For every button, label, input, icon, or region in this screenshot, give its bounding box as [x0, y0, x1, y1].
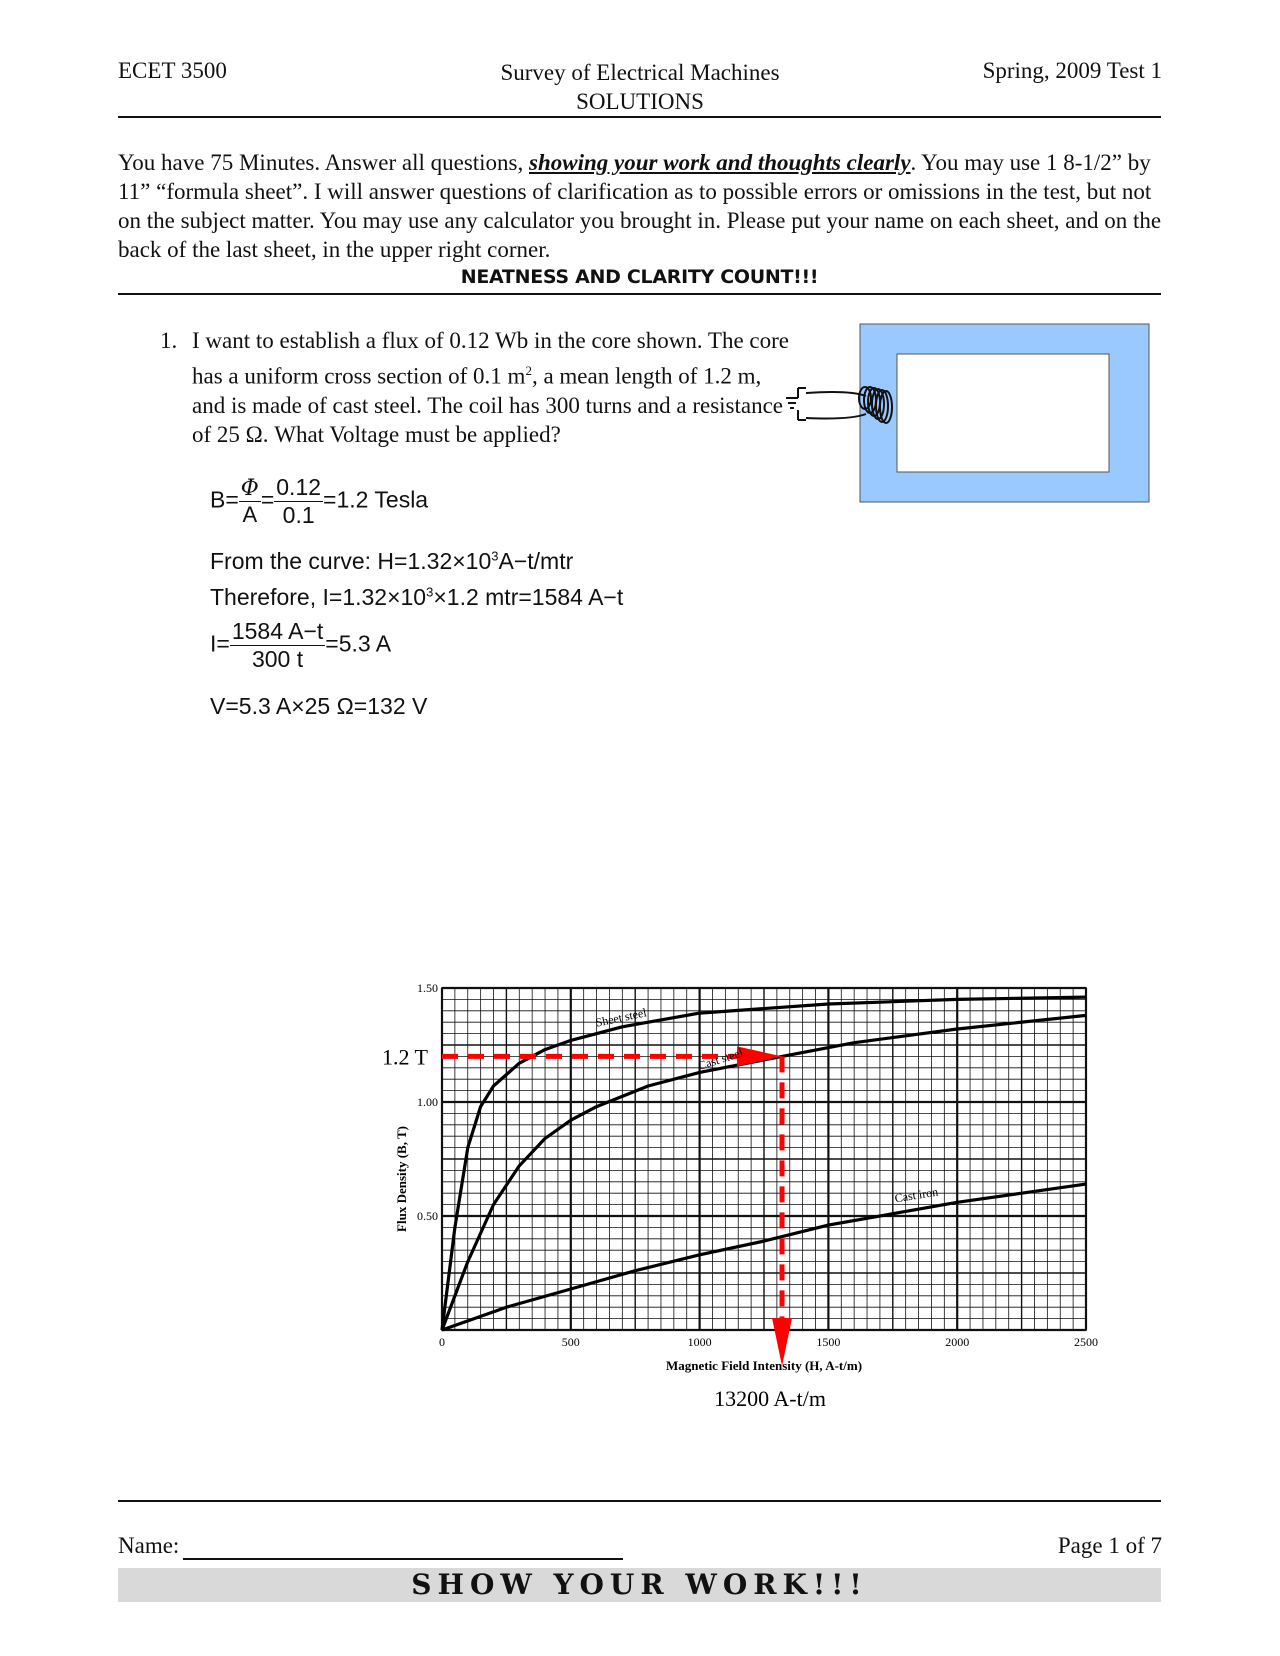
eq4-den: 300 t	[251, 646, 304, 672]
eq4-num: 1584 A−t	[231, 618, 324, 644]
eq3-sup: 3	[426, 584, 434, 600]
eq2-sup: 3	[491, 548, 499, 564]
equation-mmf	[210, 584, 623, 611]
equation-voltage: V=5.3 A×25 Ω=132 V	[210, 693, 428, 719]
eq3-a: Therefore, I=1.32×10	[210, 584, 427, 610]
eq1-num: 0.12	[276, 474, 322, 500]
name-line[interactable]	[183, 1558, 623, 1560]
question-text-b: , a mean length of 1.2 m, and is made of cast steel. The coil has 300 turns and a resistance of 25 Ω. What Voltage must be applied?	[192, 363, 784, 448]
x-tick-label: 500	[561, 1335, 580, 1349]
eq1-rhs: =1.2 Tesla	[323, 486, 429, 513]
page-number: Page 1 of 7	[1057, 1533, 1162, 1558]
core-diagram	[780, 318, 1160, 508]
x-tick-label: 2000	[945, 1335, 970, 1349]
eq1-fraction-values	[274, 474, 323, 529]
name-label: Name:	[118, 1533, 180, 1558]
equation-current	[210, 618, 391, 673]
bh-curve-chart	[380, 980, 1160, 1450]
eq1-area: A	[242, 501, 258, 527]
h-annotation-label: 13200 A-t/m	[714, 1386, 826, 1411]
eq3-b: ×1.2 mtr=1584 A−t	[433, 584, 624, 610]
instructions	[118, 148, 1168, 264]
eq2-a: From the curve: H=1.32×10	[210, 548, 492, 574]
eq4-lhs: I=	[210, 630, 230, 657]
instructions-emphasis: showing your work and thoughts clearly	[529, 150, 911, 175]
y-tick-label: 1.00	[417, 1095, 438, 1109]
series-label-sheet-steel: Sheet steel	[594, 1005, 648, 1030]
x-axis-label: Magnetic Field Intensity (H, A-t/m)	[665, 1358, 863, 1373]
instructions-part2: . You may use 1 8-1/2” by 11” “formula sheet”. I will answer questions of clarification as to possible errors or omissions in the test, but not on the subject matter. You may use any calculator you brought in. Please put your name on each sheet, and on the back of the last sheet, in the upper right corner.	[118, 150, 1162, 262]
y-tick-label: 1.50	[417, 981, 438, 995]
show-your-work-banner: SHOW YOUR WORK!!!	[411, 1568, 868, 1601]
y-axis-label: Flux Density (B, T)	[394, 1126, 409, 1232]
header-rule	[118, 116, 1161, 118]
series-label-cast-steel: Cast steel	[696, 1045, 745, 1073]
equation-flux-density	[210, 474, 428, 529]
core-window	[897, 354, 1109, 472]
instructions-rule	[118, 293, 1161, 295]
term-label: Spring, 2009 Test 1	[982, 58, 1162, 83]
series-label-cast-iron: Cast iron	[893, 1184, 939, 1206]
eq4-rhs: =5.3 A	[325, 630, 392, 657]
document-title	[400, 58, 880, 116]
eq1-equals: =	[260, 486, 275, 513]
eq4-fraction	[230, 618, 325, 673]
question-sup: 2	[525, 362, 532, 378]
x-tick-label: 1000	[687, 1335, 712, 1349]
x-tick-label: 0	[439, 1335, 445, 1349]
question-text	[192, 326, 797, 450]
title-line: Survey of Electrical Machines	[500, 60, 780, 85]
chart-grid	[442, 988, 1086, 1330]
neatness-note: NEATNESS AND CLARITY COUNT!!!	[460, 266, 819, 288]
footer-rule	[118, 1500, 1161, 1502]
x-tick-label: 1500	[816, 1335, 841, 1349]
eq1-phi: Φ	[240, 475, 259, 501]
question-text-a: I want to establish a flux of 0.12 Wb in the core shown. The core has a uniform cross section of 0.1 m	[192, 328, 790, 389]
x-tick-label: 2500	[1074, 1335, 1098, 1349]
y-tick-label: 0.50	[417, 1209, 438, 1223]
course-code: ECET 3500	[118, 58, 227, 83]
eq1-lhs: B=	[210, 486, 239, 513]
eq1-fraction-phi	[239, 476, 261, 528]
equation-field-intensity	[210, 548, 573, 575]
b-annotation-label: 1.2 T	[381, 1044, 428, 1070]
subtitle-line: SOLUTIONS	[576, 89, 704, 114]
question-number: 1.	[160, 328, 178, 353]
instructions-part1: You have 75 Minutes. Answer all questions,	[118, 150, 530, 175]
eq1-den: 0.1	[282, 502, 315, 528]
eq2-b: A−t/mtr	[498, 548, 574, 574]
